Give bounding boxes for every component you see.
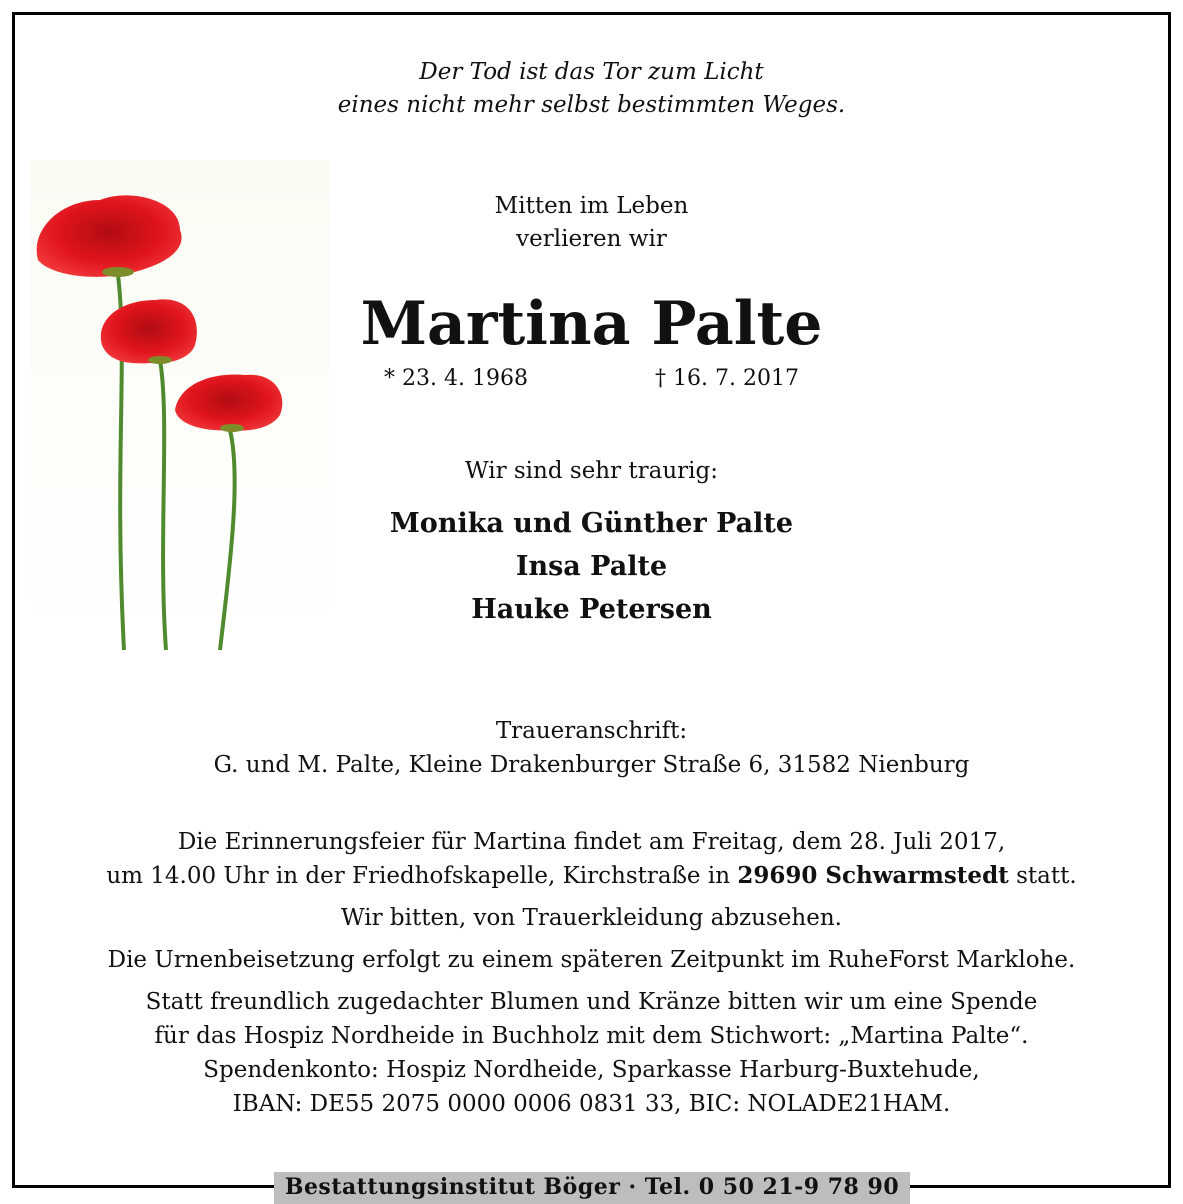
- donation-line-3: Spendenkonto: Hospiz Nordheide, Sparkasse Harburg-Buxtehude,: [203, 1057, 980, 1083]
- urn-note: Die Urnenbeisetzung erfolgt zu einem späteren Zeitpunkt im RuheForst Marklohe.: [107, 947, 1076, 973]
- mourning-address: [0, 714, 1183, 782]
- mourner-name: Hauke Petersen: [471, 594, 712, 625]
- mourning-statement: Wir sind sehr traurig:: [464, 458, 719, 484]
- death-date: † 16. 7. 2017: [655, 366, 799, 391]
- mourner-list: [0, 502, 1183, 631]
- ceremony-text: [0, 825, 1183, 893]
- motto-line-1: Der Tod ist das Tor zum Licht: [419, 59, 764, 85]
- deceased-name: Martina Palte: [360, 289, 823, 359]
- donation-line-2: für das Hospiz Nordheide in Buchholz mit dem Stichwort: „Martina Palte“.: [154, 1023, 1029, 1049]
- ceremony-info: [0, 825, 1183, 1129]
- mourner-name: Monika und Günther Palte: [389, 508, 794, 539]
- ceremony-location: 29690 Schwarmstedt: [737, 862, 1009, 889]
- funeral-home-footer: Bestattungsinstitut Böger · Tel. 0 50 21-9 78 90: [274, 1172, 910, 1204]
- motto-line-2: eines nicht mehr selbst bestimmten Weges.: [337, 92, 846, 118]
- ceremony-line-2-post: statt.: [1008, 863, 1077, 889]
- donation-text: [0, 985, 1183, 1121]
- ceremony-line-1: Die Erinnerungsfeier für Martina findet am Freitag, dem 28. Juli 2017,: [177, 829, 1006, 855]
- intro-line-1: Mitten im Leben: [494, 193, 689, 219]
- motto: [0, 56, 1183, 122]
- mourner-name: Insa Palte: [515, 551, 668, 582]
- intro-line-2: verlieren wir: [516, 226, 667, 252]
- address-label: Traueranschrift:: [495, 718, 688, 744]
- intro-text: [0, 190, 1183, 256]
- birth-date: * 23. 4. 1968: [384, 366, 528, 391]
- donation-line-1: Statt freundlich zugedachter Blumen und Kränze bitten wir um eine Spende: [145, 989, 1038, 1015]
- donation-line-4: IBAN: DE55 2075 0000 0006 0831 33, BIC: NOLADE21HAM.: [232, 1091, 951, 1117]
- ceremony-line-2-pre: um 14.00 Uhr in der Friedhofskapelle, Kirchstraße in: [106, 863, 738, 889]
- address-text: G. und M. Palte, Kleine Drakenburger Straße 6, 31582 Nienburg: [213, 752, 970, 778]
- clothing-note: Wir bitten, von Trauerkleidung abzusehen.: [341, 905, 842, 931]
